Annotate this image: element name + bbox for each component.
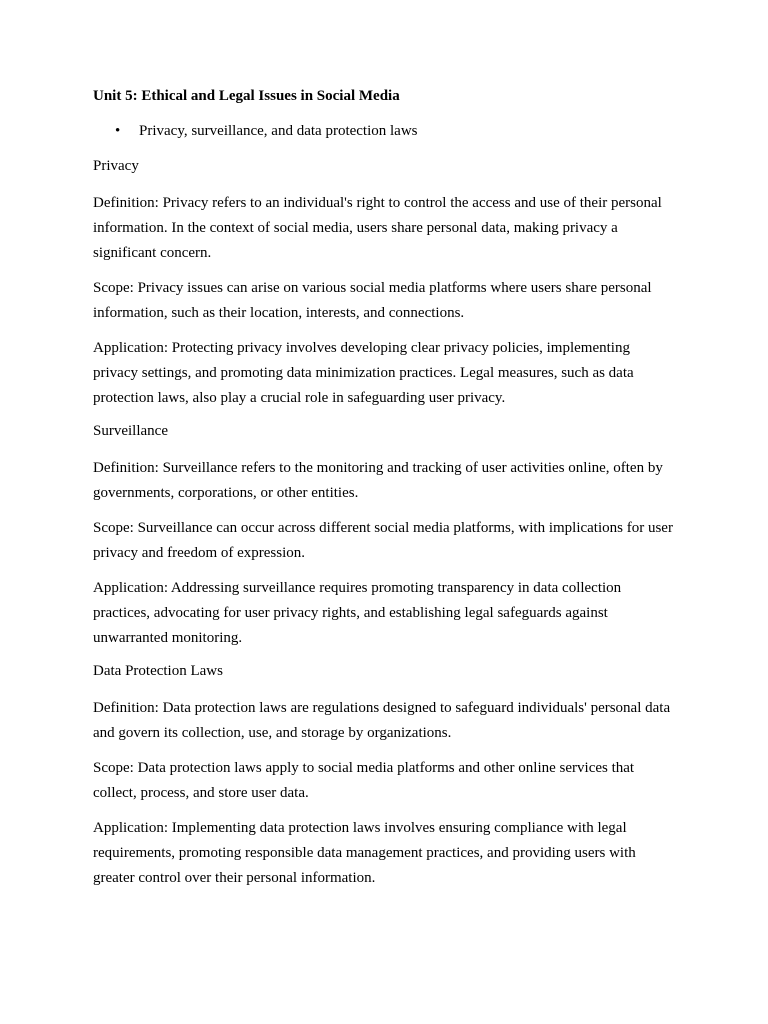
privacy-scope: Scope: Privacy issues can arise on various social media platforms where users share personal information, such as their location, interests, and connections.	[93, 280, 652, 321]
data-protection-scope: Scope: Data protection laws apply to social media platforms and other online services that collect, process, and store user data.	[93, 760, 635, 801]
bullet-list	[93, 121, 678, 141]
surveillance-application: Application: Addressing surveillance requires promoting transparency in data collection practices, advocating for user privacy rights, and establishing legal safeguards against unwarranted monitoring.	[93, 580, 622, 646]
section-heading-surveillance: Surveillance	[93, 423, 168, 439]
surveillance-scope: Scope: Surveillance can occur across different social media platforms, with implications for user privacy and freedom of expression.	[93, 520, 673, 561]
privacy-definition: Definition: Privacy refers to an individual's right to control the access and use of their personal information. In the context of social media, users share personal data, making privacy a significant concern.	[93, 195, 662, 261]
section-heading-privacy: Privacy	[93, 158, 139, 174]
data-protection-definition: Definition: Data protection laws are regulations designed to safeguard individuals' personal data and govern its collection, use, and storage by organizations.	[93, 700, 671, 741]
bullet-text: Privacy, surveillance, and data protection laws	[139, 123, 418, 139]
document-title: Unit 5: Ethical and Legal Issues in Social Media	[93, 88, 400, 104]
section-privacy	[93, 156, 678, 411]
bullet-item	[93, 121, 678, 141]
section-data-protection-laws	[93, 661, 678, 891]
section-surveillance	[93, 421, 678, 651]
data-protection-application: Application: Implementing data protection laws involves ensuring compliance with legal requirements, promoting responsible data management practices, and providing users with greater control over their personal information.	[93, 820, 636, 886]
section-heading-data-protection-laws: Data Protection Laws	[93, 663, 223, 679]
surveillance-definition: Definition: Surveillance refers to the monitoring and tracking of user activities online, often by governments, corporations, or other entities.	[93, 460, 663, 501]
bullet-icon: •	[115, 123, 121, 139]
privacy-application: Application: Protecting privacy involves developing clear privacy policies, implementing privacy settings, and promoting data minimization practices. Legal measures, such as data protection laws, also play a crucial role in safeguarding user privacy.	[93, 340, 634, 406]
document-page	[93, 86, 678, 901]
